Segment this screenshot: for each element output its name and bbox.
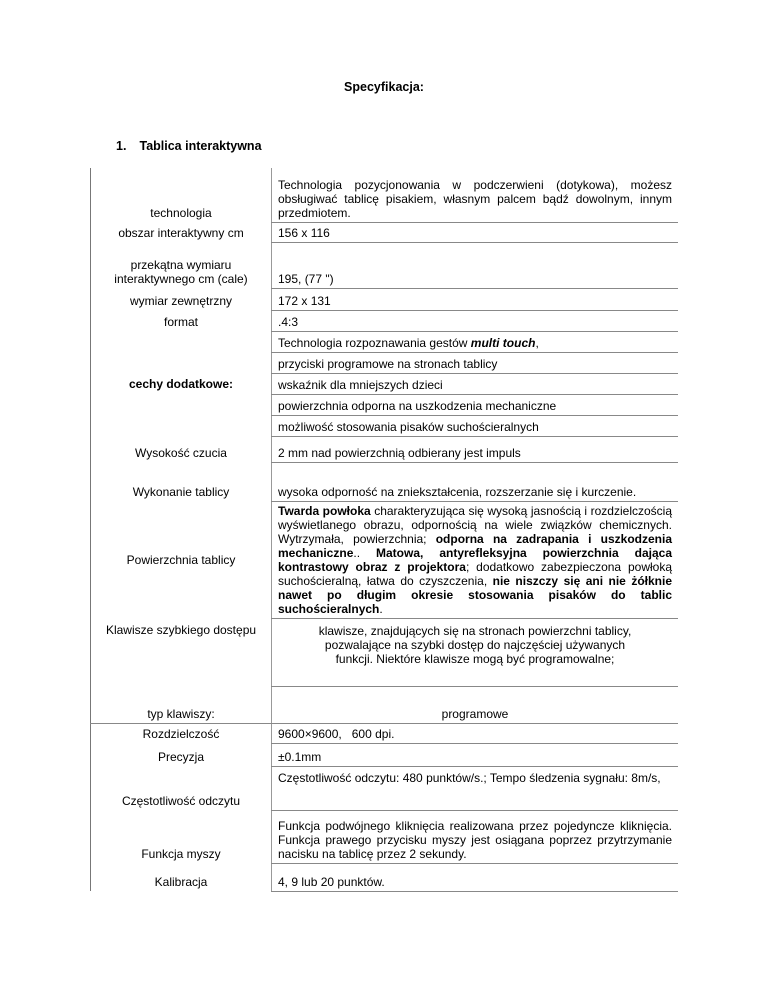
table-row: [91, 501, 679, 618]
row-label-precyzja: Precyzja: [91, 743, 272, 766]
row-value-wysokosc: 2 mm nad powierzchnią odbierany jest impuls: [272, 436, 679, 462]
row-label-mysz: Funkcja myszy: [91, 810, 272, 863]
row-value-wymiar: 172 x 131: [272, 288, 679, 310]
row-value-powierzchnia: [272, 501, 679, 618]
row-label-wymiar: wymiar zewnętrzny: [91, 288, 272, 310]
page-title: Specyfikacja:: [344, 80, 424, 94]
cechy-item-1-emph: multi touch: [470, 335, 536, 350]
row-label-czestotliwosc: Częstotliwość odczytu: [91, 766, 272, 810]
row-label-wysokosc: Wysokość czucia: [91, 436, 272, 462]
table-row: [91, 766, 679, 810]
row-label-wykonanie: Wykonanie tablicy: [91, 462, 272, 501]
table-row: [91, 436, 679, 462]
row-value-technologia: Technologia pozycjonowania w podczerwieni (dotykowa), możesz obsługiwać tablicę pisakiem, własnym palcem bądź dowolnym, innym przedmiotem.: [272, 168, 679, 222]
row-value-cechy-4: powierzchnia odporna na uszkodzenia mechaniczne: [272, 394, 679, 415]
powierzchnia-p5: Matowa, antyrefleksyjna powierzchnia dająca kontrastowy obraz z projektora: [278, 545, 672, 574]
row-value-format: .4:3: [272, 310, 679, 331]
powierzchnia-p6: ; dodatkowo zabezpieczona powłoką suchościeralną, łatwa do czyszczenia,: [278, 559, 672, 588]
powierzchnia-p1: Twarda powłoka: [278, 503, 371, 518]
table-row: [91, 168, 679, 222]
row-label-format: format: [91, 310, 272, 331]
table-row: [91, 686, 679, 723]
row-label-technologia: technologia: [91, 168, 272, 222]
cechy-item-1-prefix: Technologia rozpoznawania gestów: [278, 335, 471, 350]
section-heading: [116, 139, 262, 153]
section-title: Tablica interaktywna: [139, 139, 262, 153]
powierzchnia-p2: charakteryzująca się wysoką jasnością i rozdzielczością wyświetlanego obrazu, odpornością na wiele związków chemicznych. Wytrzymała, powierzchnia;: [278, 503, 673, 546]
row-label-kalibracja: Kalibracja: [91, 863, 272, 891]
row-value-typ: programowe: [272, 686, 679, 723]
row-value-rozdzielczosc: 9600×9600, 600 dpi.: [272, 723, 679, 743]
row-label-cechy: cechy dodatkowe:: [91, 331, 272, 436]
row-value-przekatna: 195, (77 "): [272, 242, 679, 288]
table-row: [91, 242, 679, 288]
row-label-przekatna: przekątna wymiaru interaktywnego cm (cale): [91, 242, 272, 288]
powierzchnia-p8: .: [379, 601, 383, 616]
row-value-precyzja: ±0.1mm: [272, 743, 679, 766]
table-row: [91, 723, 679, 743]
row-value-cechy-5: możliwość stosowania pisaków suchościeralnych: [272, 415, 679, 436]
table-row: [91, 222, 679, 242]
powierzchnia-p7: nie niszczy się ani nie żółknie nawet po długim okresie stosowania pisaków do tablic suchościeralnych: [278, 573, 672, 616]
row-value-kalibracja: 4, 9 lub 20 punktów.: [272, 863, 679, 891]
row-label-obszar: obszar interaktywny cm: [91, 222, 272, 242]
table-row: [91, 462, 679, 501]
table-row: [91, 288, 679, 310]
row-value-czestotliwosc: Częstotliwość odczytu: 480 punktów/s.; Tempo śledzenia sygnału: 8m/s,: [272, 766, 679, 810]
row-label-rozdzielczosc: Rozdzielczość: [91, 723, 272, 743]
row-value-klawisze: klawisze, znajdujących się na stronach powierzchni tablicy, pozwalające na szybki dostęp do najczęściej używanych funkcji. Niektóre klawisze mogą być programowalne;: [272, 618, 679, 686]
table-row: [91, 310, 679, 331]
row-value-mysz: Funkcja podwójnego kliknięcia realizowana przez pojedyncze kliknięcia. Funkcja prawego przycisku myszy jest osiągana poprzez przytrzymanie nacisku na tablicę przez 2 sekundy.: [272, 810, 679, 863]
cechy-item-1-suffix: ,: [535, 335, 539, 350]
row-label-typ: typ klawiszy:: [91, 686, 272, 723]
table-row: [91, 618, 679, 686]
section-number: 1.: [116, 139, 127, 153]
row-value-obszar: 156 x 116: [272, 222, 679, 242]
row-value-cechy-2: przyciski programowe na stronach tablicy: [272, 352, 679, 373]
table-row: [91, 331, 679, 352]
table-row: [91, 743, 679, 766]
row-value-cechy-3: wskaźnik dla mniejszych dzieci: [272, 373, 679, 394]
powierzchnia-p4: ..: [353, 545, 377, 560]
spec-table: [90, 168, 678, 892]
row-value-wykonanie: wysoka odporność na zniekształcenia, rozszerzanie się i kurczenie.: [272, 462, 679, 501]
table-row: [91, 863, 679, 891]
row-label-klawisze: Klawisze szybkiego dostępu: [91, 618, 272, 686]
table-row: [91, 810, 679, 863]
row-label-powierzchnia: Powierzchnia tablicy: [91, 501, 272, 618]
powierzchnia-p3: odporna na zadrapania i uszkodzenia mechaniczne: [278, 531, 672, 560]
row-value-cechy-1: [272, 331, 679, 352]
